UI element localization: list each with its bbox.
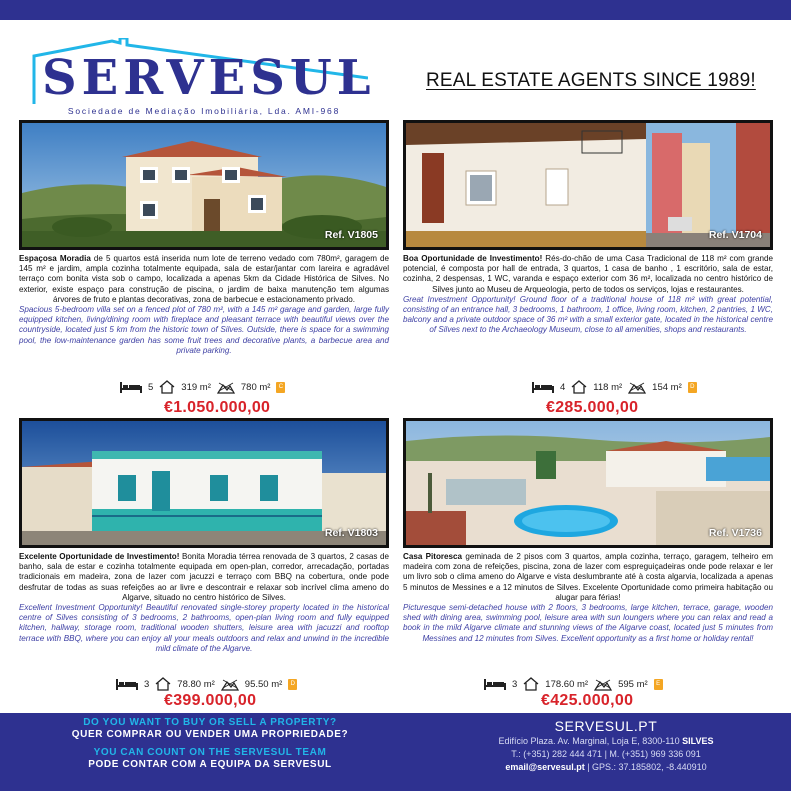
house-icon: [159, 380, 175, 394]
listing-specs: [484, 677, 663, 691]
address: Edifício Plaza. Av. Marginal, Loja E, 8300-110 SILVES: [498, 736, 714, 746]
listing-card: [403, 418, 773, 644]
plot-area: 780 m²: [240, 381, 271, 393]
listing-description-pt: Espaçosa Moradia de 5 quartos está inserida num lote de terreno vedado com 780m², garagem de 145 m² e jardim, ampla cozinha totalmente equipada, sala de estar/jantar com lareira e agradável terraço com bonita vista sob o campo, localizada a apenas 5km da Cidade Histórica de Silves. No exterior, existe espaço para construção de piscina, o jardim de baixa manutenção tem algumas árvores de fruto e plantas decorativas, zona de barbecue e estacionamento privado.: [19, 254, 389, 304]
listing-card: [19, 120, 389, 356]
listing-specs: [116, 677, 297, 691]
listing-description-pt: Excelente Oportunidade de Investimento! Bonita Moradia térrea renovada de 3 quartos, 2 casas de banho, sala de estar e cozinha totalmente equipada em open-plan, corredor, arrecadação, portadas tradicionais em madeira, zona de lazer com jacuzzi e terraço com BBQ na cobertura, onde pode desfrutar de todas as suas refeições ao ar livre e descontrair e relaxar sob incrível clima ameno do Algarve, situado no centro histórico de Silves.: [19, 552, 389, 602]
listing-title: Casa Pitoresca: [403, 552, 463, 561]
bedrooms-count: 3: [512, 678, 518, 690]
cta-question-en: DO YOU WANT TO BUY OR SELL A PROPERTY?: [83, 717, 337, 728]
bedrooms-count: 5: [148, 381, 154, 393]
bed-icon: [120, 381, 142, 393]
plot-icon: [221, 677, 239, 691]
listing-reference: Ref. V1736: [708, 527, 762, 539]
built-area: 78.80 m²: [177, 678, 215, 690]
plot-area: 154 m²: [652, 381, 682, 393]
listing-description-en: Spacious 5-bedroom villa set on a fenced plot of 780 m², with a 145 m² garage and garden, large fully equipped kitchen, living/dining room with fireplace and pleasant terrace with beautiful views over the countryside, located just 5 km from the historic town of Silves. Outside, there is space for a swimming pool, the low-maintenance garden has some fruit trees and decorative plants, a barbecue area and private parking.: [19, 305, 389, 355]
listing-card: [403, 120, 773, 336]
listing-specs: [532, 380, 697, 394]
house-icon: [155, 677, 171, 691]
footer-call-to-action: [0, 717, 420, 771]
phone-numbers[interactable]: T.: (+351) 282 444 471 | M. (+351) 969 336 091: [511, 749, 701, 759]
listing-description-en: Great Investment Opportunity! Ground floor of a traditional house of 118 m² with great potential, consisting of an entrance hall, 3 bedrooms, 1 bathroom, 1 office, living room, kitchen, 2 pantries, 1 WC, balcony and a private outdoor space of 36 m² with a small exterior gate, located in the historical centre of Silves next to the Archaeology Museum, close to all amenities, shops and restaurants.: [403, 294, 773, 335]
listing-specs: [120, 380, 285, 394]
listing-price: €285.000,00: [546, 399, 639, 416]
energy-certificate-badge: C: [276, 382, 285, 393]
plot-icon: [217, 380, 235, 394]
built-area: 178.60 m²: [545, 678, 589, 690]
footer: [0, 713, 791, 791]
listing-title: Excelente Oportunidade de Investimento!: [19, 552, 180, 561]
listing-reference: Ref. V1803: [324, 527, 378, 539]
cta-team-en: YOU CAN COUNT ON THE SERVESUL TEAM: [93, 747, 327, 758]
energy-certificate-badge: D: [288, 679, 297, 690]
listing-photo[interactable]: [19, 120, 389, 250]
logo-tagline: Sociedade de Mediação Imobiliária, Lda. AMI-968: [67, 106, 341, 116]
email-link[interactable]: email@servesul.pt: [505, 762, 585, 772]
bed-icon: [116, 678, 138, 690]
listing-title: Espaçosa Moradia: [19, 254, 91, 263]
footer-contact: [436, 717, 776, 774]
house-icon: [571, 380, 587, 394]
plot-area: 595 m²: [618, 678, 648, 690]
bedrooms-count: 3: [144, 678, 150, 690]
listing-description-pt: Casa Pitoresca geminada de 2 pisos com 3 quartos, ampla cozinha, terraço, garagem, telheiro em madeira com zona de refeições, piscina, zona de lazer com espreguiçadeiras onde pode relaxar e ler um livro sob o clima ameno do Algarve e vista deslumbrante até à costa algarvia, localizada a apenas 5 minutos de Messines e a 12 minutos de Silves. Excelente Oportunidade como primeira habitação ou alugar para férias!: [403, 552, 773, 602]
headline: REAL ESTATE AGENTS SINCE 1989!: [426, 70, 756, 91]
energy-certificate-badge: D: [688, 382, 697, 393]
servesul-logo: [28, 38, 376, 118]
listing-reference: Ref. V1805: [324, 229, 378, 241]
listing-photo[interactable]: [403, 418, 773, 548]
listing-price: €399.000,00: [164, 692, 257, 709]
listing-card: [19, 418, 389, 654]
listing-photo[interactable]: [403, 120, 773, 250]
top-bar: [0, 0, 791, 20]
listing-description-pt: Boa Oportunidade de Investimento! Rés-do-chão de uma Casa Tradicional de 118 m² com grande potencial, é composta por hall de entrada, 3 quartos, 1 casa de banho , 1 escritório, sala de estar, cozinha, 2 despensas, 1 WC, varanda e espaço exterior com 36 m², localizada no centro histórico de Silves junto ao Museu de Arqueologia, perto de todos os serviços, lojas e restaurantes.: [403, 254, 773, 294]
listing-title: Boa Oportunidade de Investimento!: [403, 254, 543, 263]
cta-question-pt: QUER COMPRAR OU VENDER UMA PROPRIEDADE?: [71, 729, 349, 740]
built-area: 319 m²: [181, 381, 211, 393]
bed-icon: [532, 381, 554, 393]
website-link[interactable]: SERVESUL.PT: [554, 718, 658, 734]
email-and-gps: email@servesul.pt | GPS.: 37.185802, -8.440910: [505, 762, 707, 772]
listing-price: €1.050.000,00: [164, 399, 271, 416]
built-area: 118 m²: [593, 381, 623, 393]
listing-reference: Ref. V1704: [708, 229, 762, 241]
plot-icon: [628, 380, 646, 394]
listing-description-en: Excellent Investment Opportunity! Beautiful renovated single-storey property located in the historical centre of Silves consisting of 3 bedrooms, 2 bathrooms, open-plan living room and fully equipped kitchen, hallway, storage room, traditional wooden shutters, leisure area with jacuzzi and rooftop terrace with BBQ, where you can enjoy all your meals outdoors and relax and unwind in the incredible mild climate of the Algarve.: [19, 603, 389, 653]
logo-wordmark: SERVESUL: [42, 50, 376, 106]
house-icon: [523, 677, 539, 691]
plot-area: 95.50 m²: [244, 678, 283, 690]
plot-icon: [594, 677, 612, 691]
listing-photo[interactable]: [19, 418, 389, 548]
listing-price: €425.000,00: [541, 692, 634, 709]
listing-description-en: Picturesque semi-detached house with 2 floors, 3 bedrooms, large kitchen, terrace, garage, wooden shed with dining area, swimming pool, leisure area with sun loungers where you can relax and read a book in the mild Algarve climate and stunning views of the Algarve coast, located just 5 minutes from Messines and 12 minutes from Silves. Excellent opportunity as a first home or holiday rental!: [403, 603, 773, 643]
bed-icon: [484, 678, 506, 690]
bedrooms-count: 4: [560, 381, 566, 393]
energy-certificate-badge: E: [654, 679, 663, 690]
cta-team-pt: PODE CONTAR COM A EQUIPA DA SERVESUL: [88, 759, 332, 770]
